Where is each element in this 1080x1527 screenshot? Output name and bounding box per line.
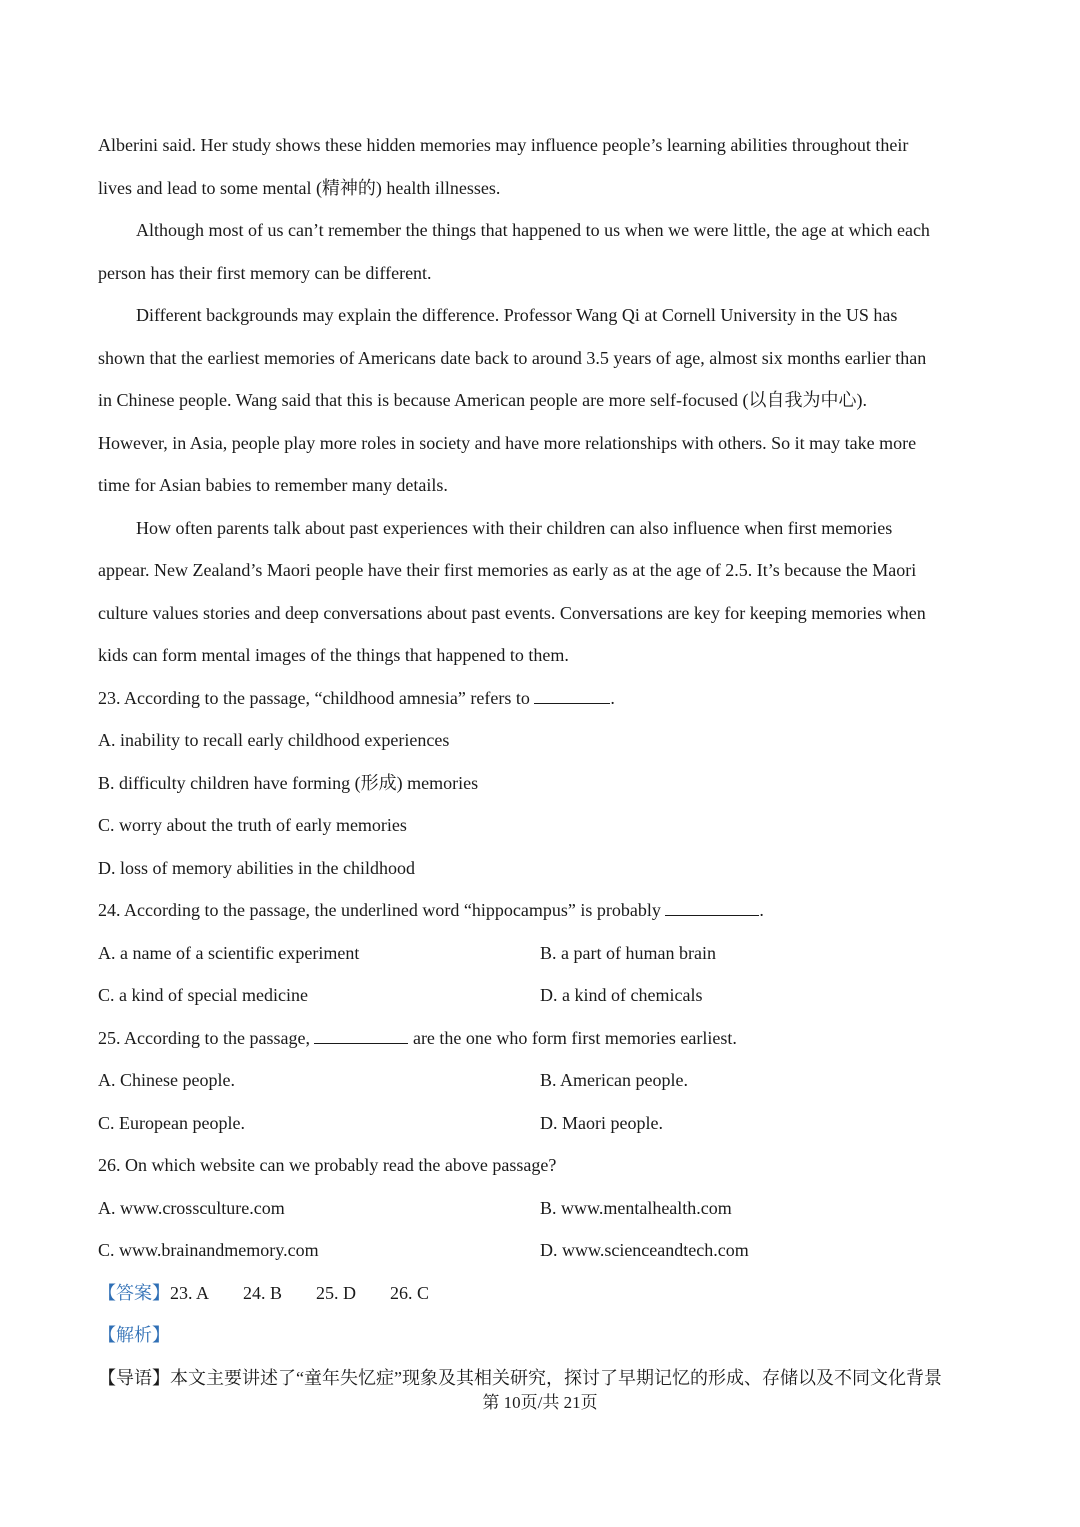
passage-line: Although most of us can’t remember the things that happened to us when we were little, the age at which each bbox=[136, 220, 930, 240]
passage-line: Different backgrounds may explain the difference. Professor Wang Qi at Cornell University in the US has bbox=[136, 305, 898, 325]
guide-label: 【导语】 bbox=[98, 1367, 170, 1388]
question-23-stem bbox=[98, 677, 982, 720]
answer-label: 【答案】 bbox=[98, 1282, 170, 1303]
passage-line: How often parents talk about past experiences with their children can also influence when first memories bbox=[136, 517, 893, 538]
question-24-options-row-2 bbox=[98, 974, 982, 1017]
question-23-option-a: A. inability to recall early childhood experiences bbox=[98, 730, 450, 750]
question-25-options-row-1 bbox=[98, 1059, 982, 1102]
passage-line: shown that the earliest memories of Americans date back to around 3.5 years of age, almost six months earlier than bbox=[98, 347, 927, 368]
passage-line: However, in Asia, people play more roles in society and have more relationships with others. So it may take more bbox=[98, 432, 917, 453]
analysis-label: 【解析】 bbox=[98, 1325, 170, 1345]
question-stem-text: 23. According to the passage, “childhood amnesia” refers to bbox=[98, 687, 535, 708]
question-26-stem: 26. On which website can we probably read the above passage? bbox=[98, 1155, 557, 1175]
document-page bbox=[98, 124, 982, 1399]
answer-item: 23. A bbox=[170, 1282, 210, 1303]
question-25-option-c: C. European people. bbox=[98, 1112, 245, 1133]
question-23-option-b: B. difficulty children have forming (形成) memories bbox=[98, 772, 479, 793]
question-25-option-a: A. Chinese people. bbox=[98, 1070, 235, 1090]
question-stem-text: 25. According to the passage, bbox=[98, 1027, 315, 1048]
question-25-option-b: B. American people. bbox=[540, 1070, 688, 1090]
passage-line: lives and lead to some mental (精神的) health illnesses. bbox=[98, 177, 501, 198]
passage-line: culture values stories and deep conversations about past events. Conversations are key for keeping memories when bbox=[98, 602, 926, 623]
question-24-options-row-1 bbox=[98, 932, 982, 975]
question-25-option-d: D. Maori people. bbox=[540, 1112, 663, 1133]
question-25-stem bbox=[98, 1017, 982, 1060]
answer-item: 24. B bbox=[243, 1282, 283, 1303]
question-26-option-d: D. www.scienceandtech.com bbox=[540, 1240, 749, 1260]
answer-key bbox=[98, 1272, 982, 1315]
question-26-options-row-1 bbox=[98, 1187, 982, 1230]
question-24-option-d: D. a kind of chemicals bbox=[540, 985, 703, 1005]
question-26-option-a: A. www.crossculture.com bbox=[98, 1197, 285, 1218]
question-stem-text: . bbox=[610, 687, 615, 708]
passage-line: kids can form mental images of the things that happened to them. bbox=[98, 645, 569, 665]
question-26-option-c: C. www.brainandmemory.com bbox=[98, 1240, 319, 1260]
guide-text: 本文主要讲述了“童年失忆症”现象及其相关研究，探讨了早期记忆的形成、存储以及不同文化背景 bbox=[170, 1367, 942, 1388]
passage-line: time for Asian babies to remember many details. bbox=[98, 475, 448, 495]
question-24-stem bbox=[98, 889, 982, 932]
question-23-option-d: D. loss of memory abilities in the childhood bbox=[98, 857, 415, 878]
page-number-footer: 第 10页/共 21页 bbox=[482, 1393, 598, 1412]
question-stem-text: . bbox=[759, 900, 764, 920]
answer-blank bbox=[534, 685, 610, 704]
question-stem-text: are the one who form first memories earliest. bbox=[408, 1027, 737, 1048]
question-25-options-row-2 bbox=[98, 1102, 982, 1145]
question-26-option-b: B. www.mentalhealth.com bbox=[540, 1197, 732, 1218]
answer-item: 25. D bbox=[316, 1282, 357, 1303]
question-24-option-c: C. a kind of special medicine bbox=[98, 985, 308, 1005]
passage-line: Alberini said. Her study shows these hidden memories may influence people’s learning abilities throughout their bbox=[98, 135, 909, 155]
analysis-section bbox=[98, 1314, 982, 1357]
answer-item: 26. C bbox=[390, 1282, 430, 1303]
answer-blank bbox=[665, 897, 759, 916]
answer-blank bbox=[314, 1025, 408, 1044]
passage-line: person has their first memory can be different. bbox=[98, 262, 432, 283]
question-24-option-b: B. a part of human brain bbox=[540, 942, 716, 963]
question-24-option-a: A. a name of a scientific experiment bbox=[98, 942, 360, 963]
question-23-option-c: C. worry about the truth of early memories bbox=[98, 815, 407, 835]
question-stem-text: 24. According to the passage, the underlined word “hippocampus” is probably bbox=[98, 900, 666, 920]
passage-line: in Chinese people. Wang said that this is because American people are more self-focused (以自我为中心). bbox=[98, 390, 867, 410]
passage-line: appear. New Zealand’s Maori people have their first memories as early as at the age of 2.5. It’s because the Maori bbox=[98, 560, 917, 580]
question-26-options-row-2 bbox=[98, 1229, 982, 1272]
